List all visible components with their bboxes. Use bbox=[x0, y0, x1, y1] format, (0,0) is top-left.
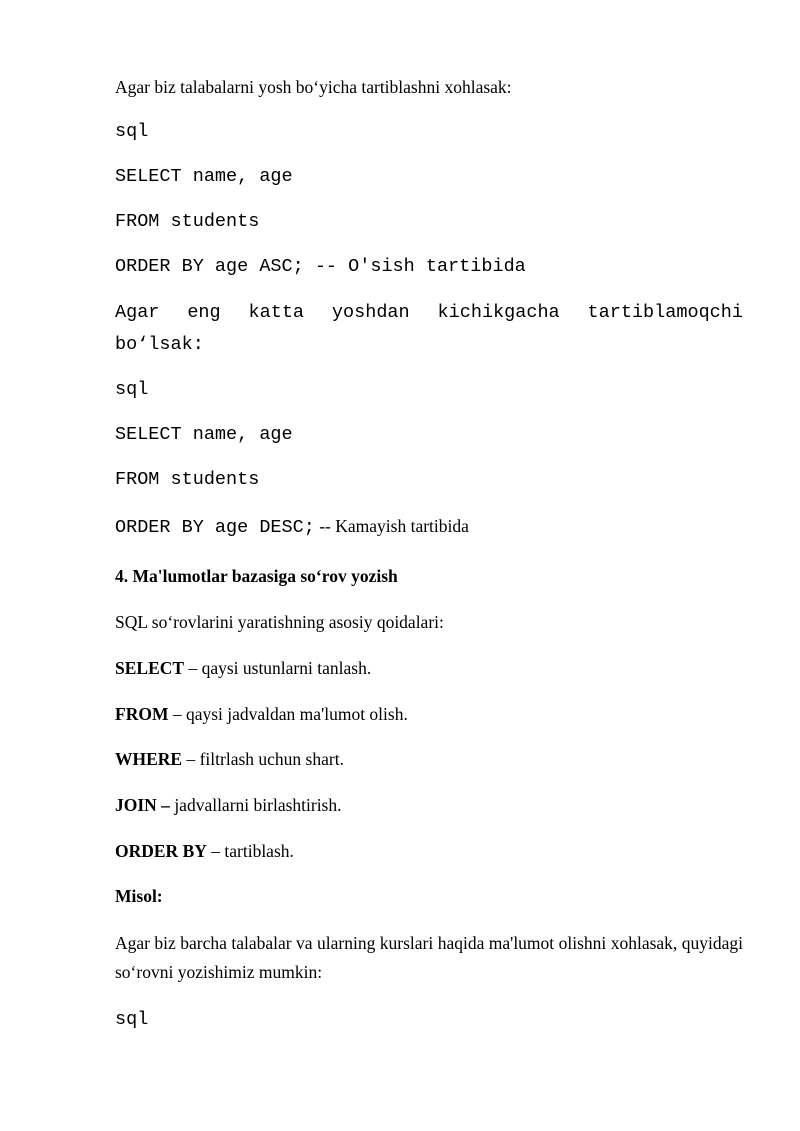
word: tartiblamoqchi bbox=[587, 302, 743, 323]
example-label bbox=[115, 886, 743, 907]
section-heading-text: 4. Ma'lumotlar bazasiga so‘rov yozish bbox=[115, 566, 398, 586]
rule-keyword: ORDER BY bbox=[115, 841, 207, 861]
code-line: SELECT name, age bbox=[115, 166, 293, 187]
code-line: FROM students bbox=[115, 469, 260, 490]
word: katta bbox=[248, 302, 305, 323]
rule-item bbox=[115, 704, 743, 725]
code-line: ORDER BY age ASC; -- O'sish tartibida bbox=[115, 256, 526, 277]
section-heading bbox=[115, 566, 743, 587]
code-line-with-comment bbox=[115, 516, 743, 538]
example-label-text: Misol: bbox=[115, 886, 163, 906]
word: eng bbox=[187, 302, 221, 323]
code-lang-label: sql bbox=[115, 1009, 149, 1030]
description-line bbox=[115, 302, 743, 323]
description-continuation: bo‘lsak: bbox=[115, 334, 204, 355]
rule-item bbox=[115, 658, 743, 679]
word: kichikgacha bbox=[437, 302, 560, 323]
code-lang-label: sql bbox=[115, 121, 149, 142]
rule-keyword: SELECT bbox=[115, 658, 185, 678]
section-intro: SQL so‘rovlarini yaratishning asosiy qoidalari: bbox=[115, 612, 444, 632]
rule-item bbox=[115, 841, 743, 862]
rule-item bbox=[115, 795, 743, 816]
rule-description: – tartiblash. bbox=[206, 841, 294, 861]
intro-paragraph: Agar biz talabalarni yosh bo‘yicha tartiblashni xohlasak: bbox=[115, 77, 512, 97]
word: yoshdan bbox=[331, 302, 410, 323]
rule-description: – qaysi jadvaldan ma'lumot olish. bbox=[168, 704, 408, 724]
code-comment: -- Kamayish tartibida bbox=[314, 516, 469, 536]
rule-description: – qaysi ustunlarni tanlash. bbox=[184, 658, 372, 678]
rule-description: – filtrlash uchun shart. bbox=[182, 749, 344, 769]
code-line: FROM students bbox=[115, 211, 260, 232]
document-page bbox=[115, 0, 743, 1131]
rule-keyword: FROM bbox=[115, 704, 169, 724]
code-lang-label: sql bbox=[115, 379, 149, 400]
rule-item bbox=[115, 749, 743, 770]
rule-keyword: WHERE bbox=[115, 749, 183, 769]
code-statement: ORDER BY age DESC; bbox=[115, 517, 315, 538]
rule-description: jadvallarni birlashtirish. bbox=[169, 795, 342, 815]
example-paragraph: Agar biz barcha talabalar va ularning kurslari haqida ma'lumot olishni xohlasak, quyidagi so‘rovni yozishimiz mumkin: bbox=[115, 933, 743, 982]
code-line: SELECT name, age bbox=[115, 424, 293, 445]
rule-keyword: JOIN – bbox=[115, 795, 170, 815]
word: Agar bbox=[115, 302, 160, 323]
